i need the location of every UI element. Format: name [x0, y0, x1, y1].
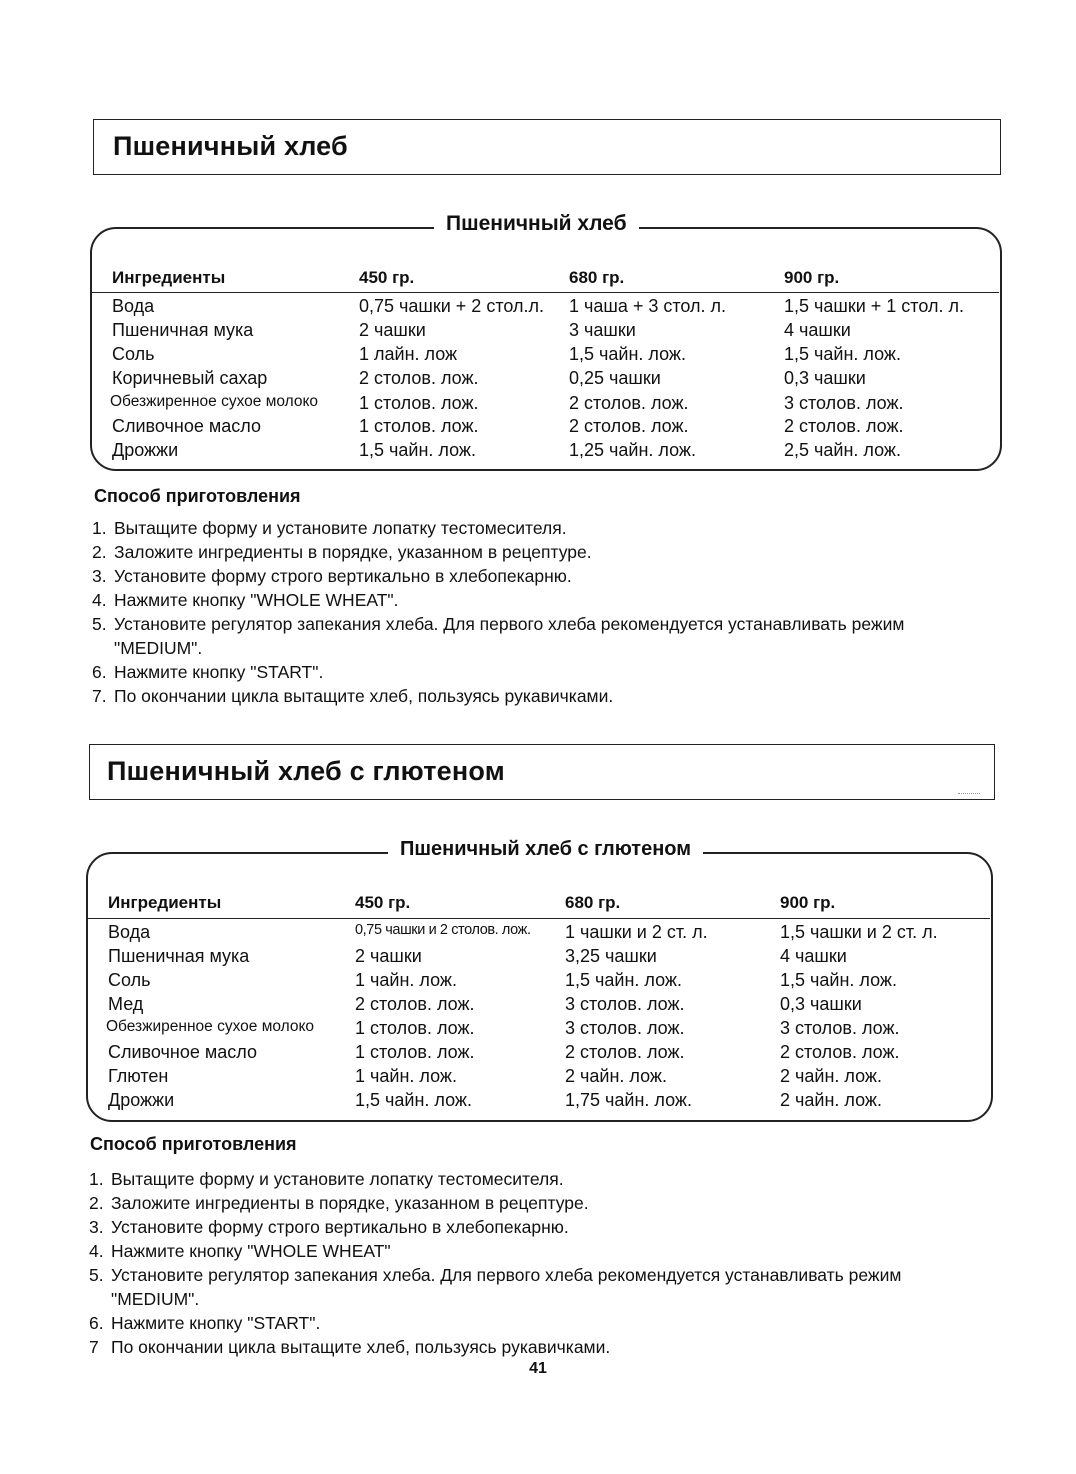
- ingredient-name: Пшеничная мука: [108, 946, 250, 966]
- amount-450: 1,5 чайн. лож.: [359, 440, 476, 460]
- section-title: Пшеничный хлеб с глютеном: [107, 756, 505, 786]
- column-header-900: 900 гр.: [780, 893, 836, 912]
- amount-900: 3 столов. лож.: [780, 1018, 900, 1038]
- step-number: 2.: [89, 1193, 104, 1213]
- amount-680: 1,25 чайн. лож.: [569, 440, 696, 460]
- amount-680: 1 чаша + 3 стол. л.: [569, 296, 727, 316]
- ingredient-name: Соль: [108, 970, 151, 990]
- column-header-ingredients: Ингредиенты: [108, 893, 222, 912]
- method-steps: [92, 516, 992, 708]
- column-header-450: 450 гр.: [359, 268, 415, 287]
- step-text: Установите форму строго вертикально в хлебопекарню.: [111, 1217, 569, 1237]
- amount-450: 1 столов. лож.: [355, 1018, 475, 1038]
- ingredient-name: Пшеничная мука: [112, 320, 254, 340]
- amount-900: 4 чашки: [780, 946, 847, 966]
- amount-680: 2 столов. лож.: [569, 416, 689, 436]
- amount-680: 2 столов. лож.: [565, 1042, 685, 1062]
- ingredient-name: Соль: [112, 344, 155, 364]
- amount-680: 2 столов. лож.: [569, 393, 689, 413]
- step-text: Нажмите кнопку "WHOLE WHEAT": [111, 1241, 391, 1261]
- ingredient-name: Сливочное масло: [108, 1042, 257, 1062]
- amount-900: 1,5 чайн. лож.: [784, 344, 901, 364]
- method-step: [92, 612, 992, 660]
- amount-450: 1 лайн. лож: [359, 344, 458, 364]
- amount-900: 3 столов. лож.: [784, 393, 904, 413]
- amount-450: 2 столов. лож.: [355, 994, 475, 1014]
- step-text: Установите форму строго вертикально в хлебопекарню.: [114, 566, 572, 586]
- amount-900: 1,5 чашки и 2 ст. л.: [780, 922, 938, 942]
- step-text: Нажмите кнопку "START".: [114, 662, 324, 682]
- step-number: 5.: [89, 1265, 104, 1285]
- amount-450: 2 чашки: [355, 946, 422, 966]
- step-text: Вытащите форму и установите лопатку тестомесителя.: [111, 1169, 564, 1189]
- amount-680: 1,5 чайн. лож.: [569, 344, 686, 364]
- method-step: [92, 564, 992, 588]
- amount-900: 0,3 чашки: [784, 368, 866, 388]
- amount-900: 2 столов. лож.: [780, 1042, 900, 1062]
- column-header-450: 450 гр.: [355, 893, 411, 912]
- step-text: Нажмите кнопку "WHOLE WHEAT".: [114, 590, 399, 610]
- step-number: 5.: [92, 614, 107, 634]
- amount-680: 1 чашки и 2 ст. л.: [565, 922, 708, 942]
- amount-450: 2 чашки: [359, 320, 426, 340]
- section-title: Пшеничный хлеб: [113, 131, 348, 161]
- method-step: [92, 684, 992, 708]
- section-title-box: [93, 119, 1001, 175]
- scan-artifact: [958, 793, 980, 794]
- step-text: Заложите ингредиенты в порядке, указанном в рецептуре.: [114, 542, 592, 562]
- step-number: 4.: [89, 1241, 104, 1261]
- ingredient-name: Обезжиренное сухое молоко: [106, 1018, 315, 1035]
- amount-680: 0,25 чашки: [569, 368, 661, 388]
- amount-450: 2 столов. лож.: [359, 368, 479, 388]
- ingredient-name: Мед: [108, 994, 144, 1014]
- amount-900: 2 столов. лож.: [784, 416, 904, 436]
- method-step: [92, 588, 992, 612]
- ingredient-name: Дрожжи: [108, 1090, 175, 1110]
- step-number: 7.: [92, 686, 107, 706]
- step-number: 4.: [92, 590, 107, 610]
- step-number: 1.: [92, 518, 107, 538]
- step-text: Заложите ингредиенты в порядке, указанном в рецептуре.: [111, 1193, 589, 1213]
- ingredient-name: Обезжиренное сухое молоко: [110, 393, 319, 410]
- amount-680: 1,5 чайн. лож.: [565, 970, 682, 990]
- method-heading: Способ приготовления: [94, 486, 301, 506]
- column-header-680: 680 гр.: [565, 893, 621, 912]
- step-number: 6.: [89, 1313, 104, 1333]
- amount-450: 1 чайн. лож.: [355, 970, 457, 990]
- method-step: [89, 1311, 989, 1335]
- step-text: По окончании цикла вытащите хлеб, пользуясь рукавичками.: [114, 686, 614, 706]
- amount-900: 2,5 чайн. лож.: [784, 440, 901, 460]
- method-step: [92, 540, 992, 564]
- header-rule: [88, 918, 990, 919]
- amount-680: 3 чашки: [569, 320, 636, 340]
- step-text: По окончании цикла вытащите хлеб, пользуясь рукавичками.: [111, 1337, 611, 1357]
- step-number: 6.: [92, 662, 107, 682]
- step-number: 3.: [89, 1217, 104, 1237]
- amount-900: 2 чайн. лож.: [780, 1090, 882, 1110]
- header-rule: [92, 292, 999, 293]
- column-header-900: 900 гр.: [784, 268, 840, 287]
- ingredient-name: Коричневый сахар: [112, 368, 268, 388]
- amount-680: 3 столов. лож.: [565, 1018, 685, 1038]
- method-step: [89, 1239, 989, 1263]
- method-step: [92, 660, 992, 684]
- amount-900: 4 чашки: [784, 320, 851, 340]
- amount-900: 2 чайн. лож.: [780, 1066, 882, 1086]
- amount-450: 0,75 чашки + 2 стол.л.: [359, 296, 544, 316]
- amount-680: 2 чайн. лож.: [565, 1066, 667, 1086]
- amount-450: 0,75 чашки и 2 столов. лож.: [355, 922, 531, 938]
- amount-900: 1,5 чашки + 1 стол. л.: [784, 296, 964, 316]
- step-text: Установите регулятор запекания хлеба. Для первого хлеба рекомендуется устанавливать режим "MEDIUM".: [114, 614, 905, 658]
- section-title-box: [89, 744, 995, 800]
- column-header-ingredients: Ингредиенты: [112, 268, 226, 287]
- amount-680: 3,25 чашки: [565, 946, 657, 966]
- method-step: [89, 1335, 989, 1359]
- amount-450: 1 чайн. лож.: [355, 1066, 457, 1086]
- page-number: 41: [529, 1360, 547, 1377]
- ingredient-name: Дрожжи: [112, 440, 179, 460]
- method-heading: Способ приготовления: [90, 1134, 297, 1154]
- method-step: [89, 1191, 989, 1215]
- method-step: [89, 1215, 989, 1239]
- amount-680: 3 столов. лож.: [565, 994, 685, 1014]
- ingredient-name: Вода: [108, 922, 151, 942]
- amount-450: 1,5 чайн. лож.: [355, 1090, 472, 1110]
- method-steps: [89, 1167, 989, 1359]
- step-text: Установите регулятор запекания хлеба. Для первого хлеба рекомендуется устанавливать режим "MEDIUM".: [111, 1265, 902, 1309]
- ingredient-name: Сливочное масло: [112, 416, 261, 436]
- step-number: 3.: [92, 566, 107, 586]
- step-number: 1.: [89, 1169, 104, 1189]
- column-header-680: 680 гр.: [569, 268, 625, 287]
- method-step: [89, 1263, 989, 1311]
- amount-900: 1,5 чайн. лож.: [780, 970, 897, 990]
- method-step: [92, 516, 992, 540]
- amount-680: 1,75 чайн. лож.: [565, 1090, 692, 1110]
- step-text: Нажмите кнопку "START".: [111, 1313, 321, 1333]
- ingredient-name: Вода: [112, 296, 155, 316]
- amount-900: 0,3 чашки: [780, 994, 862, 1014]
- step-number: 2.: [92, 542, 107, 562]
- step-text: Вытащите форму и установите лопатку тестомесителя.: [114, 518, 567, 538]
- recipe-label: Пшеничный хлеб: [434, 212, 639, 236]
- recipe-label: Пшеничный хлеб с глютеном: [388, 838, 703, 861]
- method-step: [89, 1167, 989, 1191]
- ingredient-name: Глютен: [108, 1066, 169, 1086]
- step-number: 7: [89, 1337, 99, 1357]
- amount-450: 1 столов. лож.: [359, 416, 479, 436]
- amount-450: 1 столов. лож.: [359, 393, 479, 413]
- amount-450: 1 столов. лож.: [355, 1042, 475, 1062]
